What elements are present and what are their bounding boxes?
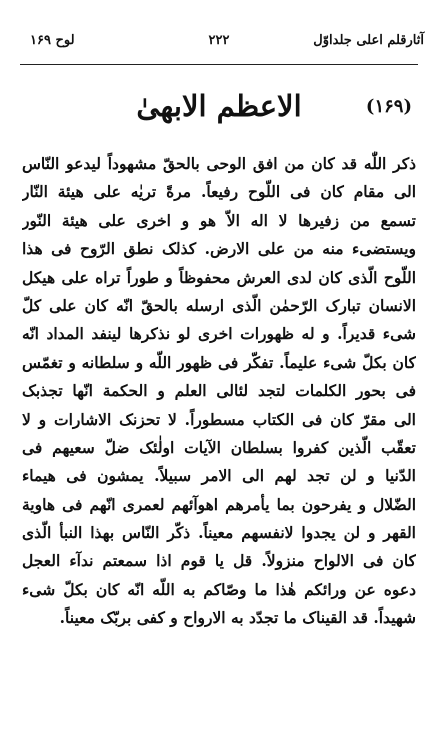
section-title: الاعظم الابهیٰ [136,89,302,123]
text-line: شیء قدیراً. و له ظهورات اخری لو نذکرها لینفد المداد انّه [22,324,416,344]
text-line: الی مقرّ کان فی الکتاب مسطوراً. لا تحزنک الاشارات و لا [22,409,416,429]
text-line: فی بحور الکلمات لتجد لئالی العلم و الحکمة انّها تجذبک [22,381,416,401]
book-title: آثارقلم اعلی جلداوّل [313,33,424,48]
section-heading [20,86,418,132]
text-line: القهر و لن یجدوا لانفسهم معیناً. ذکّر النّاس بهذا النبأ الّذی [22,523,416,543]
text-line: الانسان تبارک الرّحمٰن الّذی ارسله بالحقّ انّه کان علی کلّ [22,295,416,315]
section-number: (۱۶۹) [365,96,412,117]
text-line: تسمع من زفیرها لا اله الاّ هو و اخری علی هیئة النّور [22,210,416,230]
text-line: تعقّب الّذین کفروا بسلطان الآیات اولٰئک ضلّ سعیهم فی [22,437,416,457]
text-line: کان بکلّ شیء علیماً. تفکّر فی ظهور اللّه و سلطانه و تغمّس [22,352,416,372]
text-line: ویستضیء منه من علی الارض. کذلک نطق الرّوح فی هذا [22,239,416,259]
text-line: الی مقام کان فی اللّوح رفیعاً. مرةً تریٰه علی هیئة النّار [22,182,416,202]
running-header [14,18,424,54]
text-line: الدّنیا و لن تجد لهم الی الامر سبیلاً. یمشون فی هیماء [22,466,416,486]
text-line: الضّلال و یفرحون بما یأمرهم اهوآئهم لعمری انّهم فی هاویة [22,494,416,514]
tablet-reference: لوح ۱۶۹ [30,33,75,48]
text-line: ذکر اللّٰه قد کان من افق الوحی بالحقّ مشهوداً لیدعو النّاس [22,154,416,173]
body-text [22,150,416,633]
text-line: کان فی الالواح منزولاً. قل یا قوم اذا سمعتم ندآء العجل [22,551,416,571]
text-line: شهیداً. قد القیناک ما تجدّد به الارواح و کفی بربّک معیناً. [59,608,416,628]
header-rule [20,64,418,65]
text-line: اللّوح الّذی کان لدی العرش محفوظاً و طوراً تراه علی هیکل [22,267,416,287]
page-number: ۲۲۲ [208,33,230,48]
text-line: دعوه عن ورائکم هٰذا ما وصّاکم به اللّه انّه کان بکلّ شیء [22,579,416,599]
